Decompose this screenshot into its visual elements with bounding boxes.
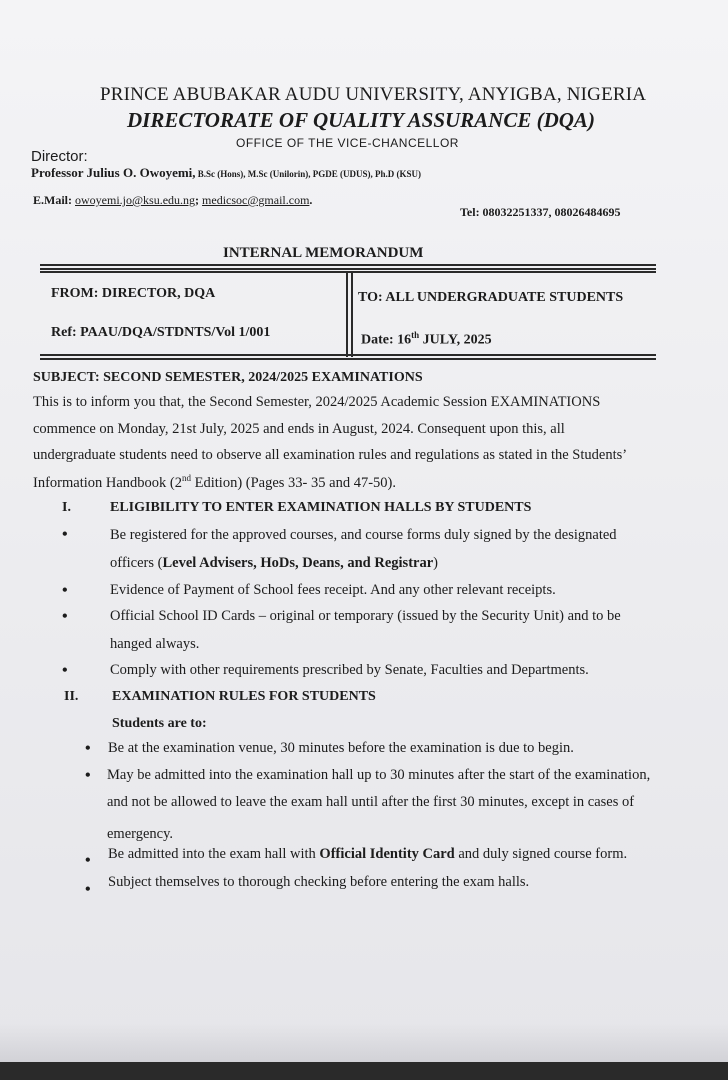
intro-line-4 (33, 473, 396, 492)
table-rule-bottom-2 (40, 358, 656, 360)
memo-date-prefix: Date: 16 (361, 332, 412, 348)
memo-date (361, 330, 492, 349)
item-text: and duly signed course form. (454, 846, 628, 862)
section-2-item-4: Subject themselves to thorough checking before entering the exam halls. (108, 874, 530, 890)
section-2-numeral: II. (64, 689, 79, 704)
email-link-1: owoyemi.jo@ksu.edu.ng (75, 193, 196, 207)
director-name-line (31, 165, 421, 181)
item-text: Be admitted into the exam hall with (108, 846, 320, 862)
intro-line-4-sup: nd (182, 473, 191, 483)
bullet-icon: • (62, 526, 68, 543)
section-1-heading: ELIGIBILITY TO ENTER EXAMINATION HALLS BY STUDENTS (110, 500, 532, 515)
section-2-item-2-line-2: and not be allowed to leave the exam hall until after the first 30 minutes, except in cases of (107, 794, 635, 810)
bullet-icon: • (85, 767, 91, 784)
memo-to: TO: ALL UNDERGRADUATE STUDENTS (358, 290, 624, 305)
memo-date-suffix: JULY, 2025 (419, 332, 492, 348)
bullet-icon: • (62, 608, 68, 625)
section-1-item-1-line-1: Be registered for the approved courses, and course forms duly signed by the designated (110, 527, 617, 543)
table-rule-top (40, 264, 656, 266)
email-line (33, 193, 312, 208)
item-text: officers ( (110, 555, 163, 571)
section-2-item-3 (108, 846, 627, 863)
table-rule-top-3 (40, 271, 656, 273)
bullet-icon: • (62, 582, 68, 599)
email-separator: ; (195, 193, 203, 207)
section-1-item-3-line-1: Official School ID Cards – original or temporary (issued by the Security Unit) and to be (110, 608, 621, 624)
intro-line-2: commence on Monday, 21st July, 2025 and ends in August, 2024. Consequent upon this, all (33, 421, 565, 437)
item-bold-text: Level Advisers, HoDs, Deans, and Registrar (162, 555, 434, 571)
email-link-2: medicsoc@gmail.com (202, 193, 310, 207)
director-label: Director: (31, 148, 88, 165)
bullet-icon: • (85, 740, 91, 757)
item-bold-text: Official Identity Card (319, 846, 455, 862)
item-text: ) (433, 555, 438, 571)
intro-line-1: This is to inform you that, the Second Semester, 2024/2025 Academic Session EXAMINATIONS (33, 394, 601, 410)
table-rule-bottom (40, 354, 656, 356)
section-1-item-1-line-2 (110, 555, 438, 572)
university-name: PRINCE ABUBAKAR AUDU UNIVERSITY, ANYIGBA, NIGERIA (100, 84, 647, 105)
section-2-subheading: Students are to: (112, 716, 207, 731)
section-2-item-1: Be at the examination venue, 30 minutes before the examination is due to begin. (108, 740, 574, 756)
directorate-title: DIRECTORATE OF QUALITY ASSURANCE (DQA) (127, 108, 595, 132)
email-label: E.Mail: (33, 193, 75, 207)
table-divider (346, 271, 348, 357)
intro-line-4-a: Information Handbook (2 (33, 474, 182, 491)
subject-line: SUBJECT: SECOND SEMESTER, 2024/2025 EXAMINATIONS (33, 370, 423, 385)
section-2-item-2-line-3: emergency. (107, 826, 174, 842)
telephone: Tel: 08032251337, 08026484695 (460, 205, 621, 219)
section-1-numeral: I. (62, 500, 71, 515)
memo-ref: Ref: PAAU/DQA/STDNTS/Vol 1/001 (51, 325, 271, 340)
office-subtitle: OFFICE OF THE VICE-CHANCELLOR (236, 136, 459, 150)
director-name: Professor Julius O. Owoyemi, (31, 165, 196, 180)
table-rule-top-2 (40, 268, 656, 270)
memo-from: FROM: DIRECTOR, DQA (51, 286, 216, 301)
email-end: . (309, 193, 313, 207)
director-qualifications: B.Sc (Hons), M.Sc (Unilorin), PGDE (UDUS), Ph.D (KSU) (195, 169, 422, 179)
bullet-icon: • (85, 852, 91, 869)
section-1-item-4: Comply with other requirements prescribed by Senate, Faculties and Departments. (110, 662, 589, 678)
memo-title: INTERNAL MEMORANDUM (223, 245, 424, 261)
page-shadow (0, 1022, 728, 1062)
bullet-icon: • (62, 662, 68, 679)
intro-line-4-b: Edition) (Pages 33- 35 and 47-50). (191, 474, 396, 491)
intro-line-3: undergraduate students need to observe all examination rules and regulations as stated in the Students’ (33, 447, 628, 463)
bullet-icon: • (85, 881, 91, 898)
memo-date-sup: th (411, 330, 420, 340)
section-1-item-2: Evidence of Payment of School fees receipt. And any other relevant receipts. (110, 582, 556, 598)
section-2-heading: EXAMINATION RULES FOR STUDENTS (112, 689, 376, 704)
section-2-item-2-line-1: May be admitted into the examination hall up to 30 minutes after the start of the examination, (107, 767, 651, 783)
table-divider-2 (351, 271, 353, 357)
section-1-item-3-line-2: hanged always. (110, 636, 200, 652)
